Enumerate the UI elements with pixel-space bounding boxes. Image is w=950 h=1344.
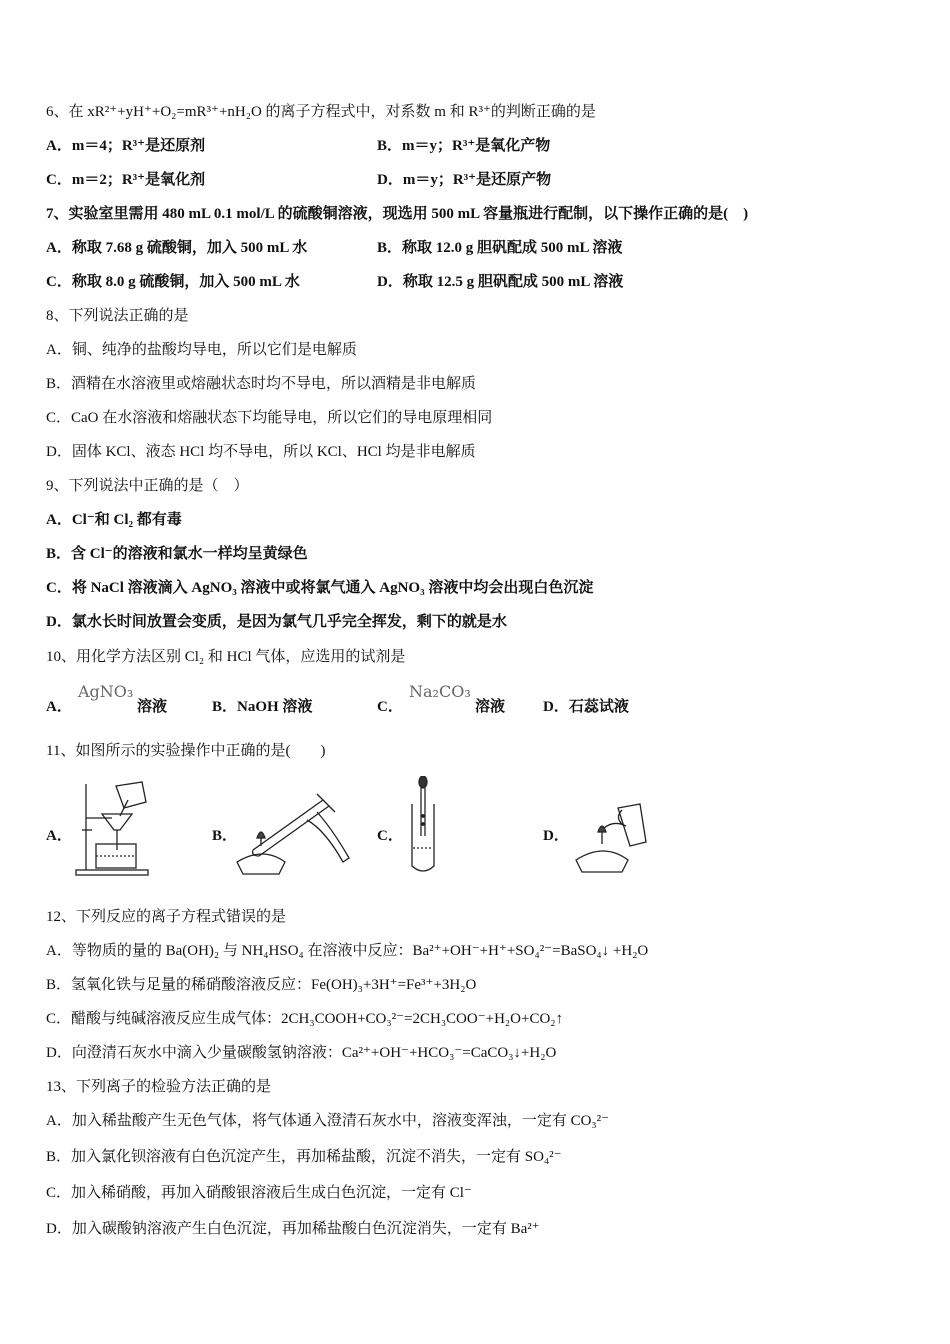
q11-stem: 11、如图所示的实验操作中正确的是( )	[46, 743, 326, 759]
q11-option-b: B．	[212, 828, 238, 844]
dropper-test-tube-figure	[408, 776, 438, 876]
q10-option-c-formula: Na₂CO₃	[409, 682, 471, 701]
alcohol-lamp-figure	[574, 800, 650, 878]
q6-option-b: B．m＝y；R³⁺是氧化产物	[377, 138, 551, 154]
q9-option-d: D．氯水长时间放置会变质，是因为氯气几乎完全挥发，剩下的就是水	[46, 614, 507, 630]
q6-option-c: C．m＝2；R³⁺是氧化剂	[46, 172, 206, 188]
q6-option-a: A．m＝4；R³⁺是还原剂	[46, 138, 206, 154]
q10-option-c-suffix: 溶液	[475, 699, 506, 715]
q6-option-d: D．m＝y；R³⁺是还原产物	[377, 172, 552, 188]
q7-stem: 7、实验室里需用 480 mL 0.1 mol/L 的硫酸铜溶液，现选用 500 mL 容量瓶进行配制，以下操作正确的是( )	[46, 206, 749, 222]
q9-option-c: C．将 NaCl 溶液滴入 AgNO₃ 溶液中或将氯气通入 AgNO₃ 溶液中均会出现白色沉淀	[46, 580, 594, 596]
q10-option-c-label: C．	[377, 699, 403, 715]
q9-option-a: A．Cl⁻和 Cl₂ 都有毒	[46, 512, 182, 528]
q8-option-a: A．铜、纯净的盐酸均导电，所以它们是电解质	[46, 342, 357, 358]
q12-option-b: B．氢氧化铁与足量的稀硝酸溶液反应：Fe(OH)₃+3H⁺=Fe³⁺+3H₂O	[46, 977, 477, 993]
q11-option-c: C．	[377, 828, 403, 844]
q11-option-d: D．	[543, 828, 569, 844]
q12-option-a: A．等物质的量的 Ba(OH)₂ 与 NH₄HSO₄ 在溶液中反应：Ba²⁺+OH⁻+H⁺+SO₄²⁻=BaSO₄↓ +H₂O	[46, 943, 649, 959]
filtration-apparatus-figure	[72, 778, 157, 878]
q8-option-c: C．CaO 在水溶液和熔融状态下均能导电，所以它们的导电原理相同	[46, 410, 493, 426]
q7-option-c: C．称取 8.0 g 硫酸铜，加入 500 mL 水	[46, 274, 300, 290]
q7-option-a: A．称取 7.68 g 硫酸铜，加入 500 mL 水	[46, 240, 308, 256]
q10-option-a-formula: AgNO₃	[78, 682, 134, 701]
q10-stem: 10、用化学方法区别 Cl₂ 和 HCl 气体，应选用的试剂是	[46, 649, 406, 665]
q10-option-b: B．NaOH 溶液	[212, 699, 313, 715]
q12-option-d: D．向澄清石灰水中滴入少量碳酸氢钠溶液：Ca²⁺+OH⁻+HCO₃⁻=CaCO₃↓+H₂O	[46, 1045, 557, 1061]
q12-stem: 12、下列反应的离子方程式错误的是	[46, 909, 287, 925]
q13-stem: 13、下列离子的检验方法正确的是	[46, 1079, 272, 1095]
heating-test-tube-figure	[233, 790, 351, 880]
q8-option-b: B．酒精在水溶液里或熔融状态时均不导电，所以酒精是非电解质	[46, 376, 477, 392]
q11-option-a: A．	[46, 828, 72, 844]
q13-option-b: B．加入氯化钡溶液有白色沉淀产生，再加稀盐酸，沉淀不消失，一定有 SO₄²⁻	[46, 1149, 562, 1165]
q8-stem: 8、下列说法正确的是	[46, 308, 189, 324]
q7-option-b: B．称取 12.0 g 胆矾配成 500 mL 溶液	[377, 240, 623, 256]
q9-stem: 9、下列说法中正确的是（ ）	[46, 478, 249, 494]
q10-option-a-suffix: 溶液	[137, 699, 168, 715]
q10-option-d: D．石蕊试液	[543, 699, 629, 715]
q13-option-c: C．加入稀硝酸，再加入硝酸银溶液后生成白色沉淀，一定有 Cl⁻	[46, 1185, 472, 1201]
q12-option-c: C．醋酸与纯碱溶液反应生成气体：2CH₃COOH+CO₃²⁻=2CH₃COO⁻+H₂O+CO₂↑	[46, 1011, 564, 1027]
q13-option-a: A．加入稀盐酸产生无色气体，将气体通入澄清石灰水中，溶液变浑浊，一定有 CO₃²⁻	[46, 1113, 610, 1129]
q10-option-a-label: A．	[46, 699, 72, 715]
q9-option-b: B．含 Cl⁻的溶液和氯水一样均呈黄绿色	[46, 546, 308, 562]
q6-stem: 6、在 xR²⁺+yH⁺+O₂=mR³⁺+nH₂O 的离子方程式中，对系数 m 和 R³⁺的判断正确的是	[46, 104, 596, 120]
q8-option-d: D．固体 KCl、液态 HCl 均不导电，所以 KCl、HCl 均是非电解质	[46, 444, 476, 460]
q13-option-d: D．加入碳酸钠溶液产生白色沉淀，再加稀盐酸白色沉淀消失，一定有 Ba²⁺	[46, 1221, 540, 1237]
q7-option-d: D．称取 12.5 g 胆矾配成 500 mL 溶液	[377, 274, 624, 290]
